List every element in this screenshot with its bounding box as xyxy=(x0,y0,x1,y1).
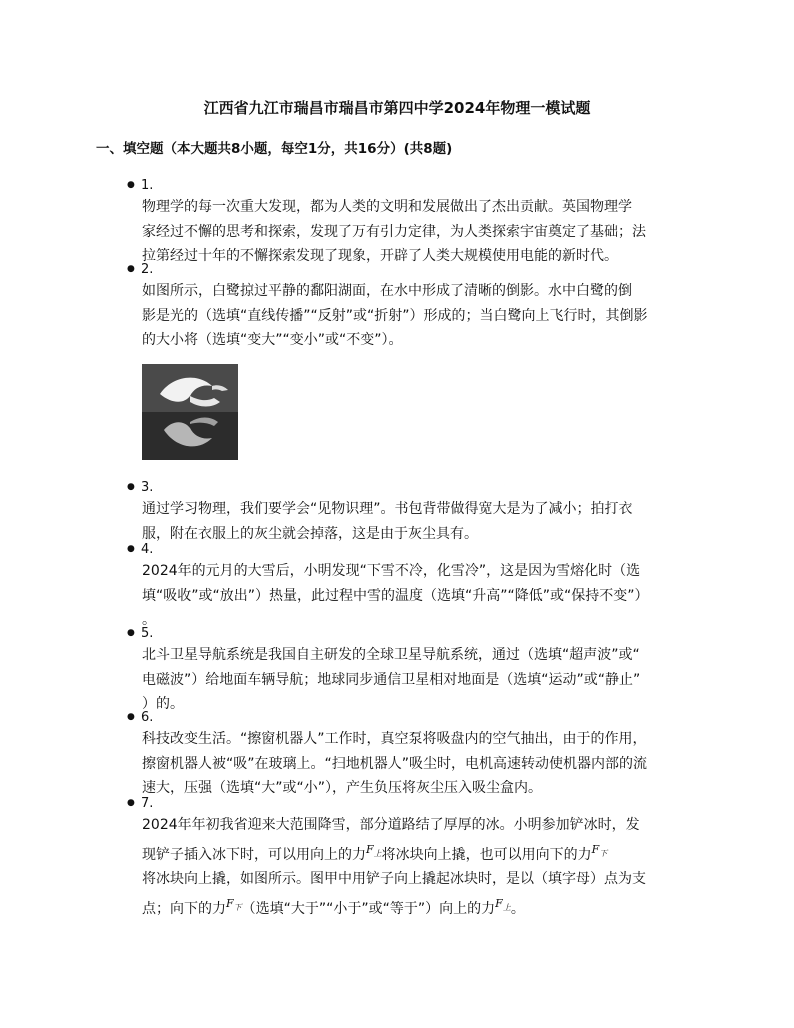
question-line xyxy=(142,892,707,922)
page-title: 江西省九江市瑞昌市瑞昌市第四中学2024年物理一模试题 xyxy=(203,99,591,117)
question-text xyxy=(142,279,707,353)
question-number: 4. xyxy=(141,542,154,557)
question-text xyxy=(142,727,707,801)
question-number: 1. xyxy=(141,178,154,193)
question-line: 将冰块向上撬，如图所示。图甲中用铲子向上撬起冰块时，是以（填字母）点为支 xyxy=(142,871,646,887)
question-text xyxy=(142,559,707,633)
bullet-icon: ● xyxy=(127,482,135,492)
bullet-icon: ● xyxy=(127,712,135,722)
question-line: 科技改变生活。“擦窗机器人”工作时，真空泵将吸盘内的空气抽出，由于的作用， xyxy=(142,731,647,747)
question-number: 3. xyxy=(141,480,154,495)
q7-text-segment: 将冰块向上撬，也可以用向下的力 xyxy=(381,846,592,863)
question-text xyxy=(142,195,707,269)
question-line: ）的。 xyxy=(142,696,184,712)
question-line: 填“吸收”或“放出”）热量，此过程中雪的温度（选填“升高”“降低”或“保持不变”） xyxy=(142,587,649,604)
question-number: 6. xyxy=(141,710,154,725)
bullet-icon: ● xyxy=(127,798,135,808)
egret-reflection-photo xyxy=(142,364,238,460)
bullet-icon: ● xyxy=(127,180,135,190)
q7-text-segment: （选填“大于”“小于”或“等于”）向上的力 xyxy=(241,900,496,917)
q7-text-segment: 。 xyxy=(510,900,525,917)
question-line: 擦窗机器人被“吸”在玻璃上。“扫地机器人”吸尘时，电机高速转动使机器内部的流 xyxy=(142,755,648,772)
question-line: 家经过不懈的思考和探索，发现了万有引力定律，为人类探索宇宙奠定了基础；法 xyxy=(142,223,646,240)
question-number: 2. xyxy=(141,262,154,277)
bullet-icon: ● xyxy=(127,544,135,554)
question-line: 拉第经过十年的不懈探索发现了现象，开辟了人类大规模使用电能的新时代。 xyxy=(142,248,618,264)
question-text xyxy=(142,497,707,546)
question-line: 速大，压强（选填“大”或“小”），产生负压将灰尘压入吸尘盒内。 xyxy=(142,780,543,796)
force-up-symbol: F上 xyxy=(366,842,382,858)
force-up-symbol: F上 xyxy=(495,896,511,912)
question-line: 。 xyxy=(142,612,156,628)
question-number: 5. xyxy=(141,626,154,641)
question-line xyxy=(142,838,707,868)
question-text xyxy=(142,643,707,717)
question-line: 服，附在衣服上的灰尘就会掉落，这是由于灰尘具有。 xyxy=(142,525,478,542)
question-line: 物理学的每一次重大发现，都为人类的文明和发展做出了杰出贡献。英国物理学 xyxy=(142,199,632,215)
force-down-symbol: F下 xyxy=(591,842,608,858)
bullet-icon: ● xyxy=(127,264,135,274)
bullet-icon: ● xyxy=(127,628,135,638)
question-line: 北斗卫星导航系统是我国自主研发的全球卫星导航系统，通过（选填“超声波”或“ xyxy=(142,647,640,663)
question-line: 通过学习物理，我们要学会“见物识理”。书包背带做得宽大是为了减小；拍打衣 xyxy=(142,501,633,517)
question-line: 电磁波”）给地面车辆导航；地球同步通信卫星相对地面是（选填“运动”或“静止” xyxy=(142,671,641,688)
question-line: 2024年的元月的大雪后，小明发现“下雪不冷，化雪冷”，这是因为雪熔化时（选 xyxy=(142,563,641,579)
q7-text-segment: 点；向下的力 xyxy=(142,900,226,917)
q7-text-segment: 现铲子插入冰下时，可以用向上的力 xyxy=(142,846,366,863)
egret-photo-icon xyxy=(142,364,238,460)
question-line: 如图所示，白鹭掠过平静的鄱阳湖面，在水中形成了清晰的倒影。水中白鹭的倒 xyxy=(142,283,632,299)
question-line: 2024年年初我省迎来大范围降雪，部分道路结了厚厚的冰。小明参加铲冰时，发 xyxy=(142,817,640,833)
question-line: 影是光的（选填“直线传播”“反射”或“折射”）形成的；当白鹭向上飞行时，其倒影 xyxy=(142,307,648,324)
force-down-symbol: F下 xyxy=(226,896,242,912)
question-number: 7. xyxy=(141,796,154,811)
question-text xyxy=(142,813,707,921)
section-heading: 一、填空题（本大题共8小题，每空1分，共16分）(共8题) xyxy=(96,141,453,157)
question-line: 的大小将（选填“变大”“变小”或“不变”）。 xyxy=(142,332,403,348)
